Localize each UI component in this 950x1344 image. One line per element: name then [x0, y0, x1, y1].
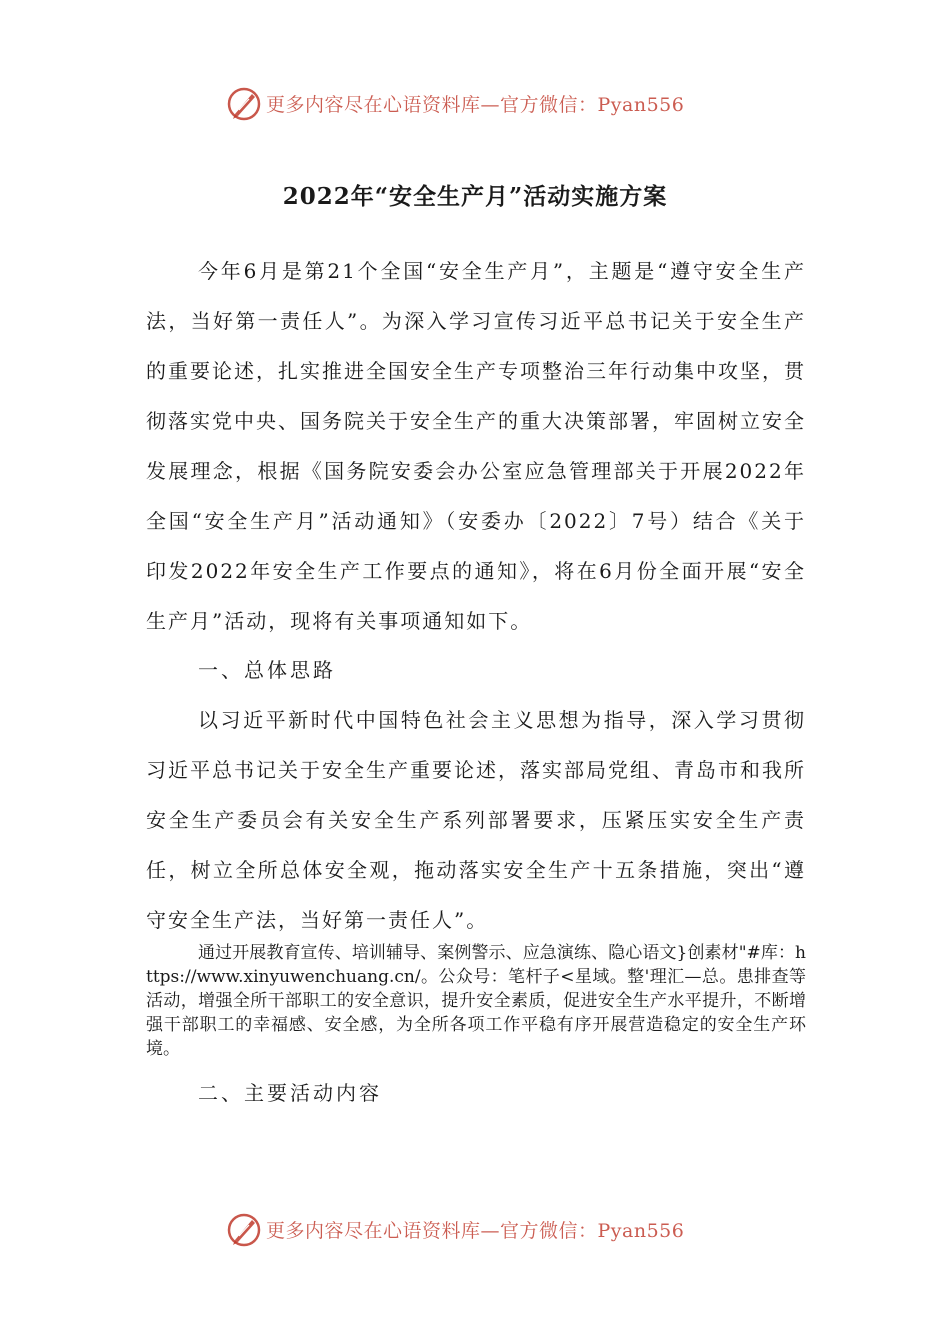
- guideline-paragraph: 以习近平新时代中国特色社会主义思想为指导，深入学习贯彻习近平总书记关于安全生产重要论述，落实部局党组、青岛市和我所安全生产委员会有关安全生产系列部署要求，压紧压实安全生产责任，树立全所总体安全观，拖动落实安全生产十五条措施，突出“遵守安全生产法，当好第一责任人”。: [146, 708, 806, 932]
- section-heading-overall-approach: 一、总体思路: [198, 658, 336, 682]
- activities-paragraph: 通过开展教育宣传、培训辅导、案例警示、应急演练、隐心语文}创素材"#库：https://www.xinyuwenchuang.cn/。公众号：笔杆子<星域。整'理汇—总。患排查等活动，增强全所干部职工的安全意识，提升安全素质，促进安全生产水平提升，不断增强干部职工的幸福感、安全感，为全所各项工作平稳有序开展营造稳定的安全生产环境。: [146, 943, 806, 1059]
- quill-logo-icon: [226, 1212, 262, 1248]
- footer-banner: [0, 1210, 950, 1250]
- quill-logo-icon: [226, 86, 262, 122]
- banner-text: 更多内容尽在心语资料库—官方微信：Pyan556: [266, 94, 685, 116]
- intro-paragraph: 今年6月是第21个全国“安全生产月”，主题是“遵守安全生产法，当好第一责任人”。为深入学习宣传习近平总书记关于安全生产的重要论述，扎实推进全国安全生产专项整治三年行动集中攻坚，贯彻落实党中央、国务院关于安全生产的重大决策部署，牢固树立安全发展理念，根据《国务院安委会办公室应急管理部关于开展2022年全国“安全生产月”活动通知》（安委办〔2022〕7号）结合《关于印发2022年安全生产工作要点的通知》，将在6月份全面开展“安全生产月”活动，现将有关事项通知如下。: [146, 259, 806, 633]
- banner-text: 更多内容尽在心语资料库—官方微信：Pyan556: [266, 1220, 685, 1242]
- section-heading-main-activities: 二、主要活动内容: [198, 1081, 382, 1105]
- document-title: 2022年“安全生产月”活动实施方案: [282, 183, 668, 210]
- header-banner: [0, 84, 950, 124]
